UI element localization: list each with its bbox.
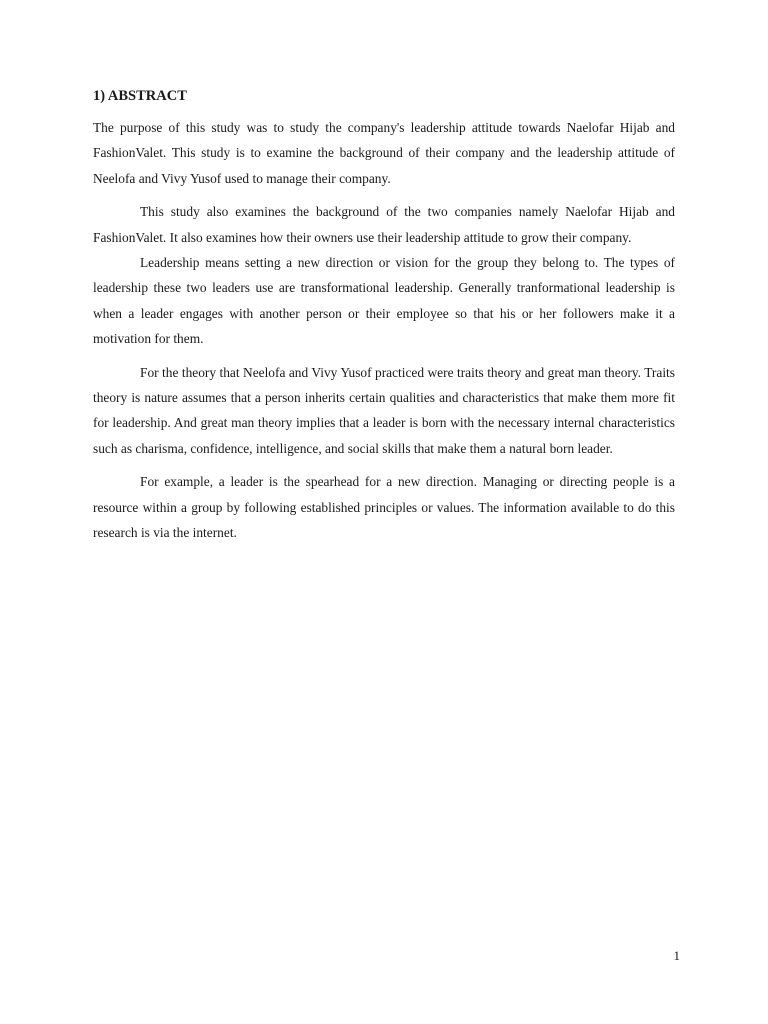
paragraph-theory: For the theory that Neelofa and Vivy Yusof practiced were traits theory and great man theory. Traits theory is nature assumes that a person inherits certain qualities and characteristics that make them more fit for leadership. And great man theory implies that a leader is born with the necessary internal characteristics such as charisma, confidence, intelligence, and social skills that make them a natural born leader.: [93, 364, 675, 456]
paragraph-example: For example, a leader is the spearhead for a new direction. Managing or directing people is a resource within a group by following established principles or values. The information available to do this research is via the internet.: [93, 474, 675, 541]
document-body: [93, 86, 675, 546]
section-heading: 1) ABSTRACT: [93, 88, 187, 104]
page-number: 1: [673, 948, 680, 963]
paragraph-leadership: Leadership means setting a new direction or vision for the group they belong to. The types of leadership these two leaders use are transformational leadership. Generally tranformational leadership is when a leader engages with another person or their employee so that his or her followers make it a motivation for them.: [93, 255, 675, 347]
paragraph-purpose: The purpose of this study was to study the company's leadership attitude towards Naelofar Hijab and FashionValet. This study is to examine the background of their company and the leadership attitude of Neelofa and Vivy Yusof used to manage their company.: [93, 120, 675, 186]
paragraph-background: This study also examines the background of the two companies namely Naelofar Hijab and FashionValet. It also examines how their owners use their leadership attitude to grow their company.: [93, 204, 675, 245]
